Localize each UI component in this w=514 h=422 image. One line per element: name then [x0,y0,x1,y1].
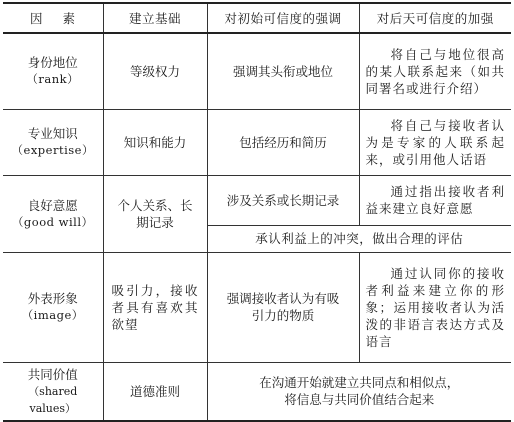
factor-chinese: 身份地位 [27,55,78,71]
initial-cell: 包括经历和简历 [207,109,359,175]
acquired-cell: 通过指出接收者利益来建立良好意愿 [359,175,511,225]
table-row [3,175,511,225]
table-row [3,252,511,362]
factor-cell [3,252,103,362]
factor-english: （good will） [11,214,94,229]
basis-cell: 道德准则 [103,362,207,421]
merged-line-1: 在沟通开始就建立共同点和相似点， [259,375,460,390]
header-basis: 建立基础 [103,3,207,33]
basis-cell: 知识和能力 [103,109,207,175]
merged-cell: 承认利益上的冲突，做出合理的评估 [207,225,511,252]
acquired-cell: 通过认同你的接收者利益来建立你的形象；运用接收者认为活泼的非语言表达方式及语言 [359,252,511,362]
factor-chinese: 良好意愿 [27,197,78,213]
acquired-cell: 将自己与地位很高的某人联系起来（如共同署名或进行介绍） [359,33,511,109]
acquired-cell: 将自己与接收者认为是专家的人联系起来，或引用他人话语 [359,109,511,175]
merged-cell [207,362,511,421]
table-row [3,362,511,421]
factor-english: （rank） [26,72,80,87]
factor-english: （shared values） [28,384,78,415]
table-body [3,33,511,421]
initial-cell: 强调其头衔或地位 [207,33,359,109]
factor-cell [3,175,103,252]
factor-chinese: 外表形象 [27,291,78,306]
factor-chinese: 共同价值 [27,366,78,382]
basis-cell: 吸引力，接收者具有喜欢其欲望 [103,252,207,362]
factor-cell [3,33,103,109]
merged-line-2: 将信息与共同价值结合起来 [284,392,435,407]
header-factor: 因 素 [3,3,103,33]
table-row [3,109,511,175]
factor-english: （expertise） [11,143,94,157]
table-row [3,33,511,109]
factor-english: （image） [21,308,84,322]
basis-cell: 等级权力 [103,33,207,109]
header-initial-credibility: 对初始可信度的强调 [207,3,359,33]
factor-cell [3,109,103,175]
initial-cell: 强调接收者认为有吸引力的物质 [207,252,359,362]
factor-chinese: 专业知识 [27,126,78,141]
factor-cell [3,362,103,421]
credibility-table [3,2,511,422]
initial-cell: 涉及关系或长期记录 [207,175,359,225]
basis-text: 个人关系、长期记录 [117,197,193,230]
header-row [3,3,511,33]
basis-cell [103,175,207,252]
header-acquired-credibility: 对后天可信度的加强 [359,3,511,33]
table-header [3,3,511,33]
